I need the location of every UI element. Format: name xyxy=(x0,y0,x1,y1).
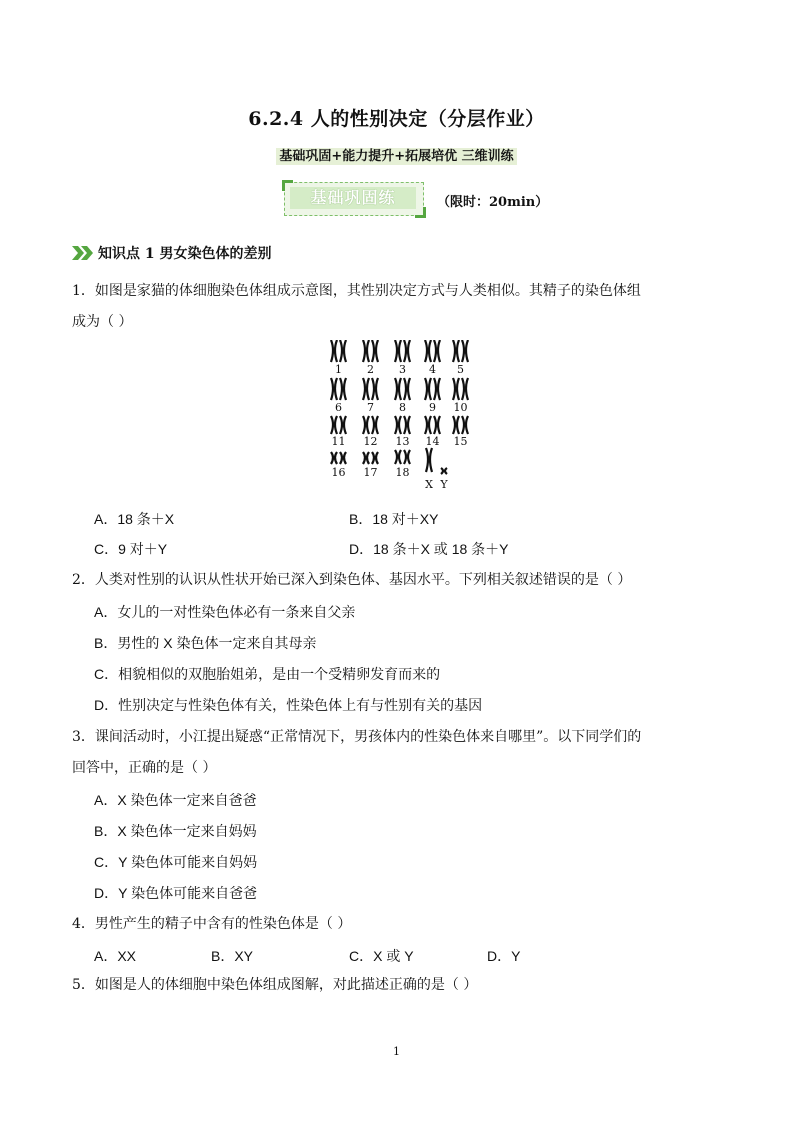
question-3-stem-line2: 回答中，正确的是（ ） xyxy=(72,760,217,776)
q2-option-a: A．女儿的一对性染色体必有一条来自父亲 xyxy=(94,604,356,620)
chromosome xyxy=(363,452,369,464)
chromosome xyxy=(331,452,337,464)
chromosome-pair xyxy=(331,416,346,434)
chromosome xyxy=(404,378,410,400)
chromosome-pair xyxy=(453,378,468,400)
time-limit: （限时：20min） xyxy=(437,195,549,210)
chromosome-label: 8 xyxy=(399,401,406,414)
q4-option-d: D．Y xyxy=(487,948,521,964)
chromosome-label: 10 xyxy=(453,401,468,414)
chromosome-pair xyxy=(331,452,346,464)
chromosome xyxy=(372,452,378,464)
chromosome-pair xyxy=(426,448,432,472)
chromosome-label: 18 xyxy=(395,466,410,479)
chromosome-pair xyxy=(395,450,410,464)
page-subtitle xyxy=(0,145,793,164)
chromosome xyxy=(441,468,447,474)
chromosome xyxy=(462,378,468,400)
badge-label: 基础巩固练 xyxy=(290,187,416,209)
chromosome-pair xyxy=(453,416,468,434)
question-2-stem: 2．人类对性别的认识从性状开始已深入到染色体、基因水平。下列相关叙述错误的是（ ） xyxy=(72,572,632,588)
chromosome xyxy=(404,340,410,362)
q2-option-d: D．性别决定与性染色体有关，性染色体上有与性别有关的基因 xyxy=(94,697,483,713)
chromosome xyxy=(331,416,337,434)
chromosome-label: 11 xyxy=(331,435,346,448)
chromosome xyxy=(434,416,440,434)
chromosome-label: 9 xyxy=(429,401,436,414)
chromosome-pair xyxy=(331,378,346,400)
subtitle-text: 基础巩固+能力提升+拓展培优 三维训练 xyxy=(276,148,516,165)
chromosome-label: 3 xyxy=(399,363,406,376)
chromosome xyxy=(434,378,440,400)
chromosome xyxy=(372,416,378,434)
page-title: 6.2.4 人的性别决定（分层作业） xyxy=(248,108,545,130)
chromosome-label: 15 xyxy=(453,435,468,448)
chromosome xyxy=(462,416,468,434)
chromosome xyxy=(372,378,378,400)
chromosome-pair xyxy=(441,468,447,474)
chromosome-pair xyxy=(331,340,346,362)
chromosome-pair xyxy=(363,340,378,362)
chromosome xyxy=(340,452,346,464)
badge-corner-icon xyxy=(415,207,426,218)
chromosome-pair xyxy=(453,340,468,362)
q1-option-a: A．18 条＋X xyxy=(94,511,175,527)
chromosome-label: 1 xyxy=(335,363,342,376)
chromosome xyxy=(363,378,369,400)
chromosome-pair xyxy=(425,416,440,434)
section-badge xyxy=(284,182,424,216)
chromosome-pair xyxy=(363,452,378,464)
chromosome-pair xyxy=(425,340,440,362)
chromosome xyxy=(363,416,369,434)
q1-option-d: D．18 条＋X 或 18 条＋Y xyxy=(349,541,509,557)
chromosome-label: X xyxy=(425,478,433,491)
double-chevron-icon xyxy=(72,246,94,260)
chromosome xyxy=(453,378,459,400)
chromosome xyxy=(331,378,337,400)
q3-option-d: D．Y 染色体可能来自爸爸 xyxy=(94,885,258,901)
question-1-stem-line1: 1．如图是家猫的体细胞染色体组成示意图，其性别决定方式与人类相似。其精子的染色体组 xyxy=(72,283,641,299)
q4-option-a: A．XX xyxy=(94,948,137,964)
q4-option-c: C．X 或 Y xyxy=(349,948,414,964)
chromosome xyxy=(426,448,432,472)
chromosome xyxy=(340,378,346,400)
chromosome-label: 17 xyxy=(363,466,378,479)
chromosome xyxy=(425,340,431,362)
chromosome xyxy=(434,340,440,362)
question-5-stem: 5．如图是人的体细胞中染色体组成图解，对此描述正确的是（ ） xyxy=(72,977,478,993)
page-number: 1 xyxy=(393,1045,400,1058)
chromosome-pair xyxy=(395,340,410,362)
chromosome-pair xyxy=(363,416,378,434)
chromosome-label: 13 xyxy=(395,435,410,448)
chromosome-pair xyxy=(395,378,410,400)
chromosome-pair xyxy=(425,378,440,400)
chromosome-label: 5 xyxy=(457,363,464,376)
chromosome-label: 2 xyxy=(367,363,374,376)
question-4-stem: 4．男性产生的精子中含有的性染色体是（ ） xyxy=(72,916,352,932)
chromosome xyxy=(395,378,401,400)
chromosome-label: 14 xyxy=(425,435,440,448)
chromosome xyxy=(453,340,459,362)
chromosome-label: Y xyxy=(440,478,448,491)
chromosome xyxy=(395,450,401,464)
chromosome-label: 12 xyxy=(363,435,378,448)
chromosome xyxy=(425,416,431,434)
knowledge-point-heading xyxy=(72,243,272,263)
chromosome-pair xyxy=(395,416,410,434)
chromosome-label: 4 xyxy=(429,363,436,376)
chromosome xyxy=(340,416,346,434)
chromosome xyxy=(395,416,401,434)
q1-option-b: B．18 对＋XY xyxy=(349,511,439,527)
chromosome-label: 7 xyxy=(367,401,374,414)
chromosome xyxy=(404,416,410,434)
chromosome xyxy=(363,340,369,362)
question-1-stem-line2: 成为（ ） xyxy=(72,314,133,330)
q3-option-b: B．X 染色体一定来自妈妈 xyxy=(94,823,257,839)
chromosome-label: 6 xyxy=(335,401,342,414)
chromosome xyxy=(340,340,346,362)
chromosome xyxy=(462,340,468,362)
q3-option-c: C．Y 染色体可能来自妈妈 xyxy=(94,854,258,870)
chromosome xyxy=(372,340,378,362)
chromosome xyxy=(395,340,401,362)
chromosome xyxy=(331,340,337,362)
q2-option-b: B．男性的 X 染色体一定来自其母亲 xyxy=(94,635,317,651)
q1-option-c: C．9 对＋Y xyxy=(94,541,168,557)
q4-option-b: B．XY xyxy=(211,948,254,964)
knowledge-point-label: 知识点 1 男女染色体的差别 xyxy=(98,246,272,262)
q2-option-c: C．相貌相似的双胞胎姐弟，是由一个受精卵发育而来的 xyxy=(94,666,441,682)
chromosome xyxy=(453,416,459,434)
q3-option-a: A．X 染色体一定来自爸爸 xyxy=(94,792,257,808)
karyotype-figure xyxy=(320,340,480,500)
chromosome xyxy=(425,378,431,400)
chromosome-label: 16 xyxy=(331,466,346,479)
chromosome xyxy=(404,450,410,464)
chromosome-pair xyxy=(363,378,378,400)
question-3-stem-line1: 3．课间活动时，小江提出疑惑“正常情况下，男孩体内的性染色体来自哪里”。以下同学们的 xyxy=(72,729,642,745)
